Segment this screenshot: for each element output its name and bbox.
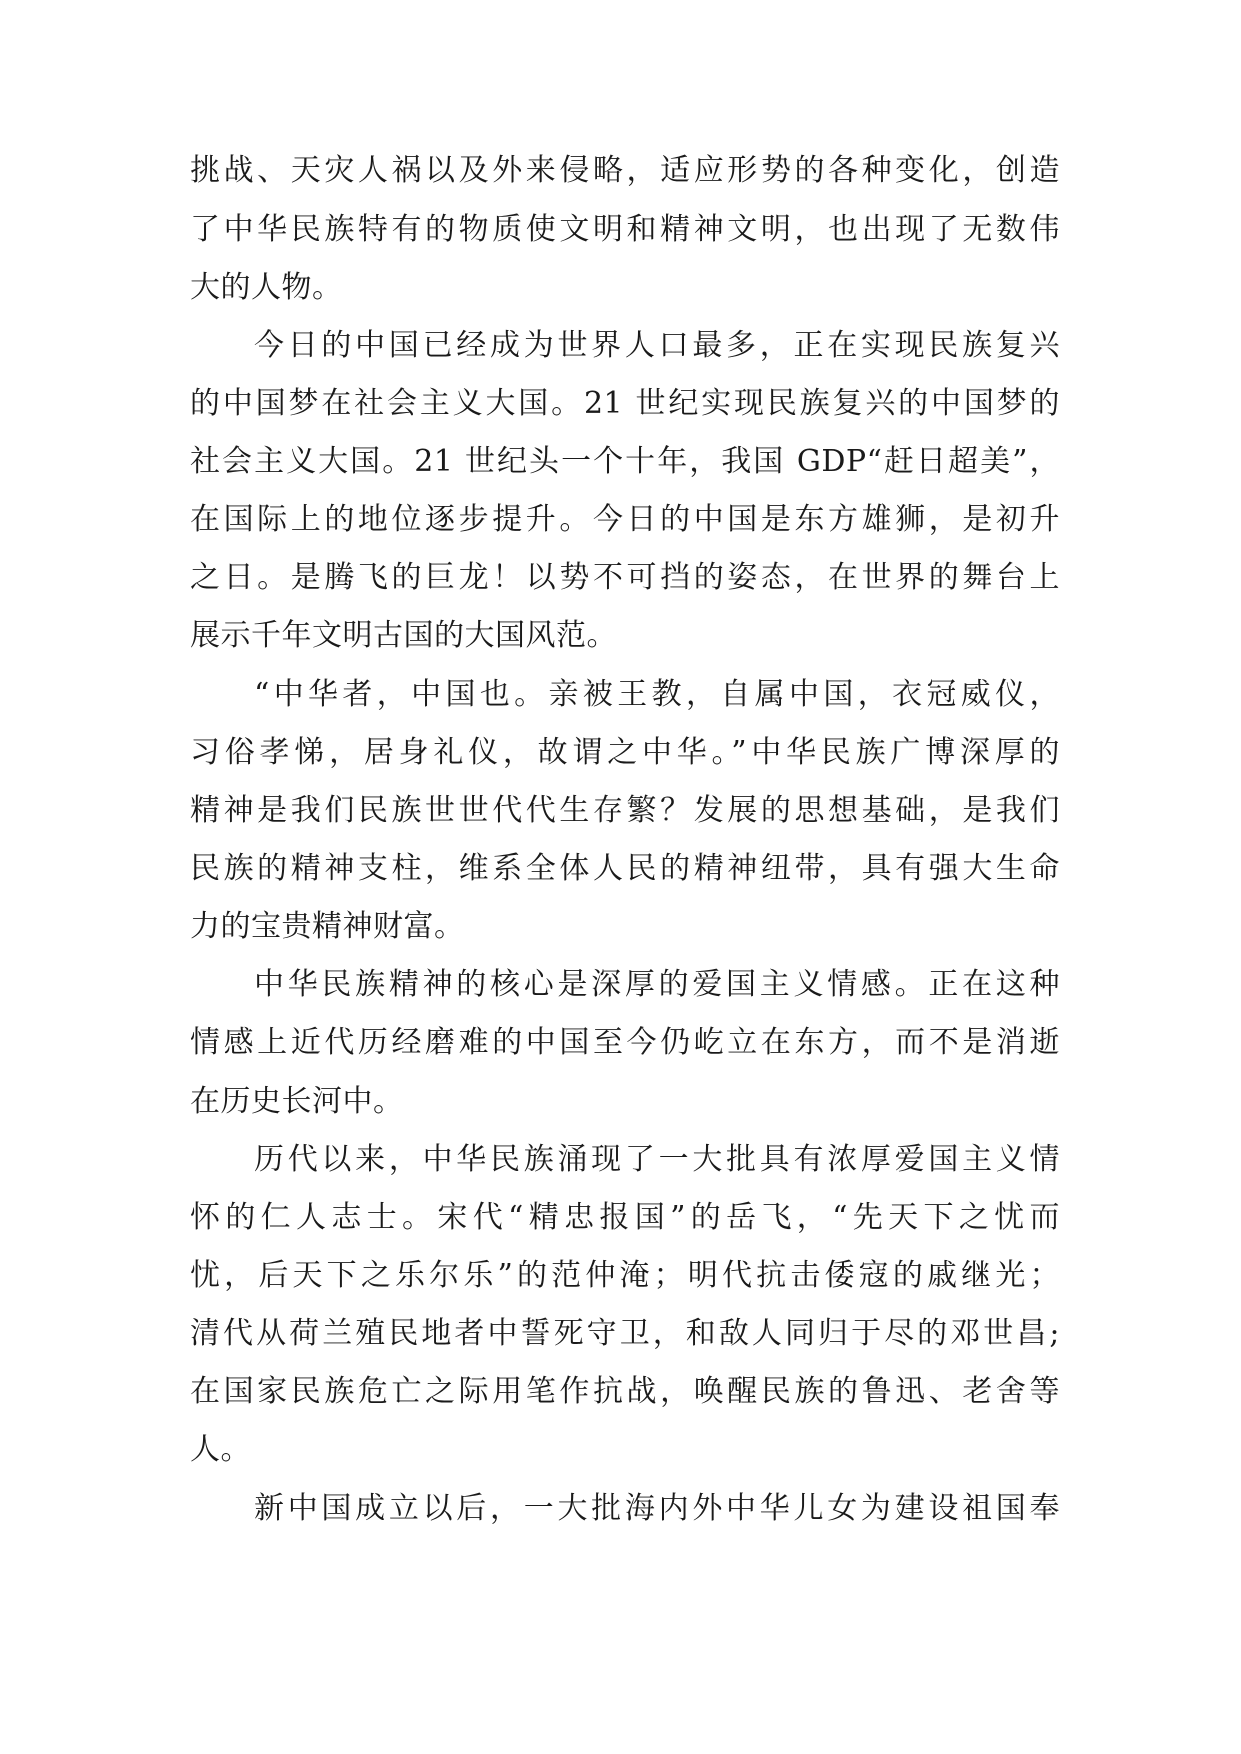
text-line: 精神是我们民族世世代代生存繁？发展的思想基础，是我们 [190, 793, 1060, 828]
text-line: 挑战、天灾人祸以及外来侵略，适应形势的各种变化，创造 [190, 153, 1060, 188]
text-line: 在历史长河中。 [190, 1084, 404, 1119]
text-line: 大的人物。 [190, 270, 343, 305]
text-line: 忧，后天下之乐尔乐”的范仲淹；明代抗击倭寇的戚继光； [190, 1258, 1060, 1293]
text-line: 怀的仁人志士。宋代“精忠报国”的岳飞，“先天下之忧而 [190, 1200, 1060, 1235]
text-line: 之日。是腾飞的巨龙！以势不可挡的姿态，在世界的舞台上 [190, 560, 1060, 595]
text-line: 了中华民族特有的物质使文明和精神文明，也出现了无数伟 [190, 212, 1060, 247]
text-line: 展示千年文明古国的大国风范。 [190, 618, 617, 653]
text-line: 习俗孝悌，居身礼仪，故谓之中华。”中华民族广博深厚的 [190, 735, 1060, 770]
text-line: 在国际上的地位逐步提升。今日的中国是东方雄狮，是初升 [190, 502, 1060, 537]
text-line: 人。 [190, 1432, 251, 1467]
paragraph-first-line: 历代以来，中华民族涌现了一大批具有浓厚爱国主义情 [254, 1142, 1060, 1177]
paragraph-first-line: “中华者，中国也。亲被王教，自属中国，衣冠威仪， [254, 677, 1060, 712]
paragraph-first-line: 新中国成立以后，一大批海内外中华儿女为建设祖国奉 [254, 1491, 1060, 1526]
text-line: 力的宝贵精神财富。 [190, 909, 465, 944]
text-line: 清代从荷兰殖民地者中誓死守卫，和敌人同归于尽的邓世昌; [190, 1316, 1060, 1351]
text-line: 情感上近代历经磨难的中国至今仍屹立在东方，而不是消逝 [190, 1025, 1060, 1060]
paragraph-first-line: 中华民族精神的核心是深厚的爱国主义情感。正在这种 [254, 967, 1060, 1002]
text-line: 社会主义大国。21 世纪头一个十年，我国 GDP“赶日超美”， [190, 444, 1060, 479]
text-line: 的中国梦在社会主义大国。21 世纪实现民族复兴的中国梦的 [190, 386, 1060, 421]
text-line: 在国家民族危亡之际用笔作抗战，唤醒民族的鲁迅、老舍等 [190, 1374, 1060, 1409]
paragraph-first-line: 今日的中国已经成为世界人口最多，正在实现民族复兴 [254, 328, 1060, 363]
text-line: 民族的精神支柱，维系全体人民的精神纽带，具有强大生命 [190, 851, 1060, 886]
